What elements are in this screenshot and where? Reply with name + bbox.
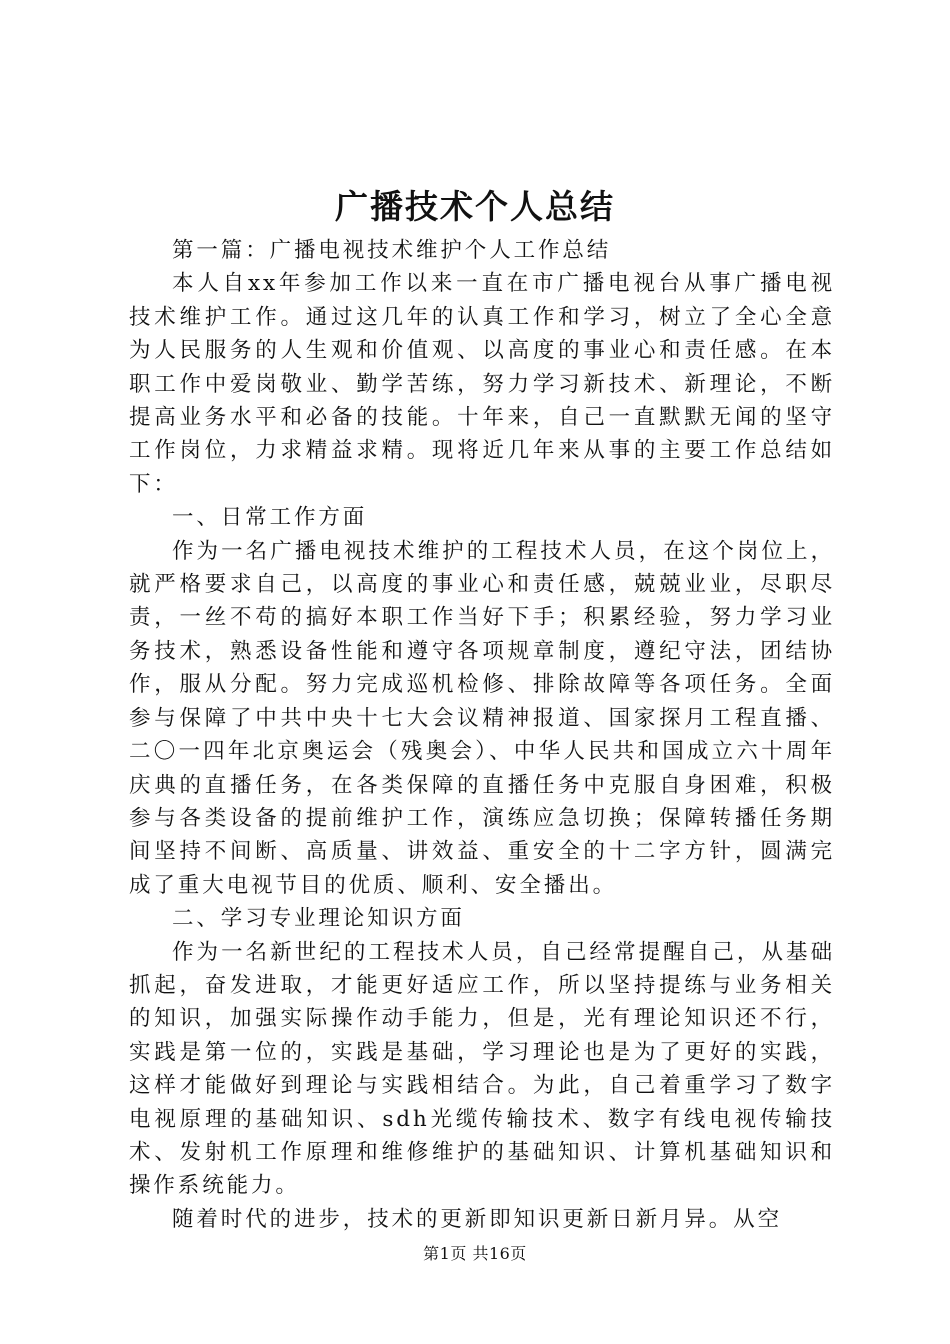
section-heading-study-theory: 二、学习专业理论知识方面 (172, 906, 465, 932)
document-title: 广播技术个人总结 (335, 187, 615, 226)
section-heading-part-one: 第一篇：广播电视技术维护个人工作总结 (172, 238, 612, 263)
paragraph-continued: 随着时代的进步，技术的更新即知识更新日新月异。从空 (172, 1206, 783, 1232)
page-number-footer: 第1页 共16页 (423, 1244, 527, 1263)
paragraph-daily-work: 作为一名广播电视技术维护的工程技术人员，在这个岗位上，就严格要求自己，以高度的事业心和责任感，兢兢业业，尽职尽责，一丝不苟的搞好本职工作当好下手；积累经验，努力学习业务技术，熟悉设备性能和遵守各项规章制度，遵纪守法，团结协作，服从分配。努力完成巡机检修、排除故障等各项任务。全面参与保障了中共中央十七大会议精神报道、国家探月工程直播、二〇一四年北京奥运会（残奥会）、中华人民共和国成立六十周年庆典的直播任务，在各类保障的直播任务中克服自身困难，积极参与各类设备的提前维护工作，演练应急切换；保障转播任务期间坚持不间断、高质量、讲效益、重安全的十二字方针，圆满完成了重大电视节目的优质、顺利、安全播出。 (129, 538, 835, 898)
document-body (129, 234, 835, 1236)
paragraph-intro: 本人自xx年参加工作以来一直在市广播电视台从事广播电视技术维护工作。通过这几年的认真工作和学习，树立了全心全意为人民服务的人生观和价值观、以高度的事业心和责任感。在本职工作中爱岗敬业、勤学苦练，努力学习新技术、新理论，不断提高业务水平和必备的技能。十年来，自己一直默默无闻的坚守工作岗位，力求精益求精。现将近几年来从事的主要工作总结如下： (129, 271, 835, 497)
paragraph-study-theory: 作为一名新世纪的工程技术人员，自己经常提醒自己，从基础抓起，奋发进取，才能更好适应工作，所以坚持提练与业务相关的知识，加强实际操作动手能力，但是，光有理论知识还不行，实践是第一位的，实践是基础，学习理论也是为了更好的实践，这样才能做好到理论与实践相结合。为此，自己着重学习了数字电视原理的基础知识、sdh光缆传输技术、数字有线电视传输技术、发射机工作原理和维修维护的基础知识、计算机基础知识和操作系统能力。 (129, 939, 835, 1199)
section-heading-daily-work: 一、日常工作方面 (172, 505, 368, 531)
